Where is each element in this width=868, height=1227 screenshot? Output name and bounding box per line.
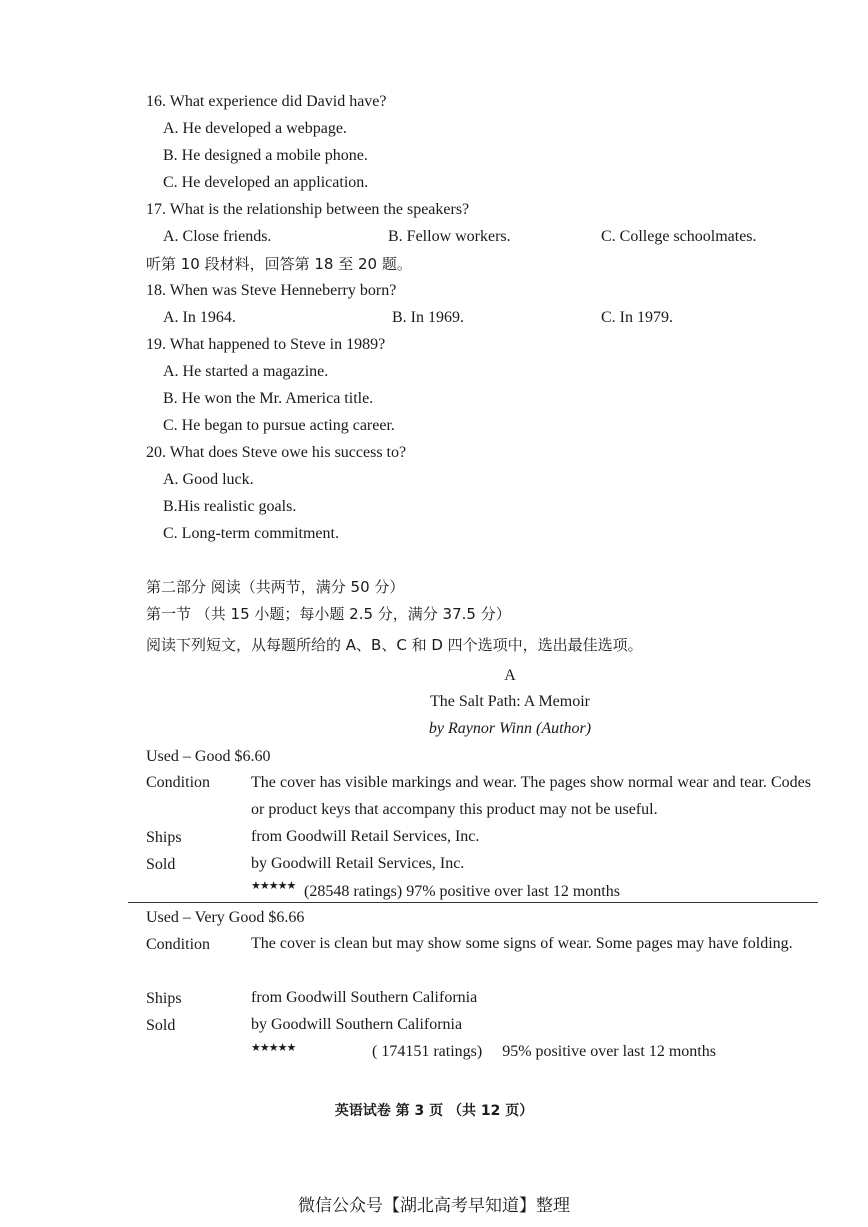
- q18-option-a: A. In 1964.: [163, 309, 236, 326]
- q16-option-a: A. He developed a webpage.: [163, 120, 347, 137]
- q20-option-a: A. Good luck.: [163, 471, 254, 488]
- question-20: 20. What does Steve owe his success to?: [146, 444, 407, 461]
- reading-instruction: 阅读下列短文，从每题所给的 A、B、C 和 D 四个选项中，选出最佳选项。: [146, 636, 643, 654]
- q16-option-b: B. He designed a mobile phone.: [163, 147, 368, 164]
- q18-option-b: B. In 1969.: [392, 309, 464, 326]
- q18-option-c: C. In 1979.: [601, 309, 673, 326]
- listing-1-grade-price: Used – Good $6.60: [146, 748, 271, 765]
- listing-1-condition: The cover has visible markings and wear. The pages show normal wear and tear. Codes or product keys that accompany this product may not be useful.: [251, 774, 811, 818]
- listing-divider: [128, 902, 818, 903]
- q17-option-a: A. Close friends.: [163, 228, 272, 245]
- book-author: by Raynor Winn (Author): [428, 720, 592, 737]
- listing-2-ships: from Goodwill Southern California: [251, 989, 478, 1006]
- q16-option-c: C. He developed an application.: [163, 174, 369, 191]
- listing-1-ratings: (28548 ratings) 97% positive over last 12 months: [304, 883, 620, 900]
- question-17: 17. What is the relationship between the speakers?: [146, 201, 470, 218]
- q19-option-c: C. He began to pursue acting career.: [163, 417, 395, 434]
- section-1-heading: 第一节 （共 15 小题；每小题 2.5 分，满分 37.5 分）: [146, 605, 511, 623]
- listing-1-star-rating: ★★★★★: [251, 879, 296, 892]
- listing-1-sold: by Goodwill Retail Services, Inc.: [251, 855, 465, 872]
- listing-2-grade-price: Used – Very Good $6.66: [146, 909, 305, 926]
- listing-2-ratings: ( 174151 ratings) 95% positive over last 12 months: [372, 1043, 716, 1060]
- question-19: 19. What happened to Steve in 1989?: [146, 336, 386, 353]
- q17-option-b: B. Fellow workers.: [388, 228, 511, 245]
- listing-2-sold: by Goodwill Southern California: [251, 1016, 463, 1033]
- listing-1-sold-label: Sold: [146, 856, 176, 873]
- page-footer: 英语试卷 第 3 页 （共 12 页）: [334, 1103, 534, 1119]
- section-10-instruction: 听第 10 段材料，回答第 18 至 20 题。: [146, 255, 412, 273]
- listing-2-condition: The cover is clean but may show some signs of wear. Some pages may have folding.: [251, 935, 793, 952]
- listing-1-condition-label: Condition: [146, 774, 211, 791]
- listing-1-ships-label: Ships: [146, 829, 182, 846]
- listing-2-ships-label: Ships: [146, 990, 182, 1007]
- watermark-text: 微信公众号【湖北高考早知道】整理: [298, 1196, 570, 1216]
- q20-option-b: B.His realistic goals.: [163, 498, 297, 515]
- passage-letter: A: [504, 667, 516, 684]
- listing-2-star-rating: ★★★★★: [251, 1041, 296, 1054]
- q19-option-a: A. He started a magazine.: [163, 363, 329, 380]
- book-title: The Salt Path: A Memoir: [430, 693, 590, 710]
- listing-1-ships: from Goodwill Retail Services, Inc.: [251, 828, 480, 845]
- listing-2-sold-label: Sold: [146, 1017, 176, 1034]
- question-18: 18. When was Steve Henneberry born?: [146, 282, 397, 299]
- question-16: 16. What experience did David have?: [146, 93, 387, 110]
- q19-option-b: B. He won the Mr. America title.: [163, 390, 374, 407]
- q17-option-c: C. College schoolmates.: [601, 228, 757, 245]
- part-2-heading: 第二部分 阅读（共两节，满分 50 分）: [146, 578, 405, 596]
- q20-option-c: C. Long-term commitment.: [163, 525, 339, 542]
- listing-2-condition-label: Condition: [146, 936, 211, 953]
